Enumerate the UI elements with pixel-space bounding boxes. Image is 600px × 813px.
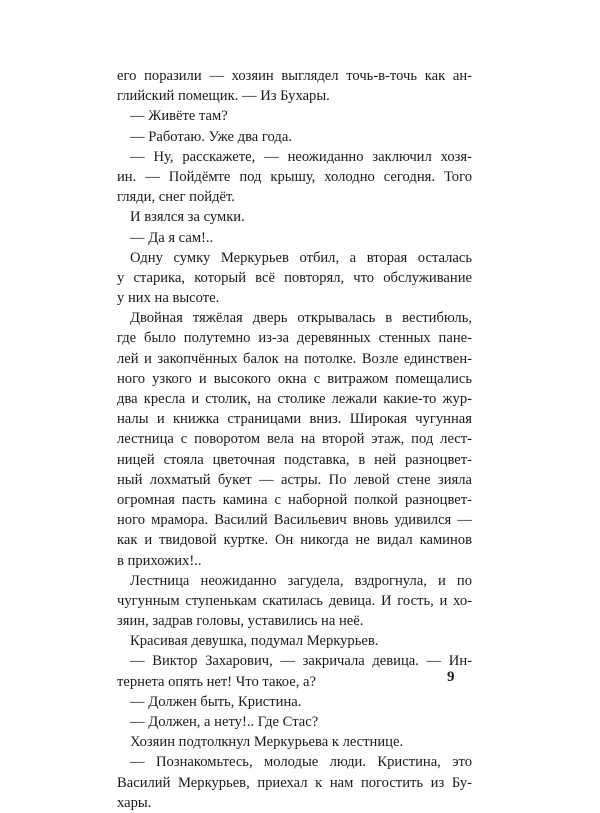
body-text (117, 66, 472, 813)
text-line: — Должен быть, Кристина. (130, 693, 302, 710)
text-line: в прихожих!.. (117, 552, 202, 569)
text-line: — Работаю. Уже два года. (130, 128, 292, 145)
text-line: — Да я сам!.. (130, 229, 214, 246)
text-line: ного узкого и высокого окна с витражом помещались (117, 370, 472, 387)
text-line: два кресла и столик, на столике лежали какие-то жур- (117, 391, 472, 407)
text-line: ный лохматый букет — астры. По левой стене зияла (117, 471, 472, 488)
text-line: гляди, снег пойдёт. (117, 189, 235, 206)
text-line: — Живёте там? (130, 108, 228, 125)
text-line: — Ну, расскажете, — неожиданно заключил хозя- (130, 148, 472, 165)
text-line: тернета опять нет! Что такое, а? (117, 673, 316, 690)
page-number: 9 (447, 669, 455, 685)
text-line: Одну сумку Меркурьев отбил, а вторая осталась (130, 249, 472, 266)
text-line: огромная пасть камина с наборной полкой разноцвет- (117, 491, 472, 508)
text-line: его поразили — хозяин выглядел точь-в-точь как ан- (117, 68, 472, 84)
text-line: Красивая девушка, подумал Меркурьев. (130, 633, 379, 650)
text-line: где было полутемно из-за деревянных стенных пане- (117, 330, 472, 347)
text-line: — Познакомьтесь, молодые люди. Кристина, это (130, 754, 472, 771)
text-line: лей и закопчённых балок на потолке. Возле единствен- (117, 350, 472, 367)
text-line: Василий Меркурьев, приехал к нам погостить из Бу- (117, 774, 472, 791)
text-line: Лестница неожиданно загудела, вздрогнула, и по (130, 572, 472, 589)
text-line: ного мрамора. Василий Васильевич вновь удивился — (117, 512, 472, 529)
text-line: зяин, задрав головы, уставились на неё. (117, 613, 364, 630)
text-line: Хозяин подтолкнул Меркурьева к лестнице. (130, 734, 404, 751)
text-line: хары. (117, 794, 152, 811)
text-line: как и твидовой куртке. Он никогда не видал каминов (117, 532, 472, 549)
text-line: — Виктор Захарович, — закричала девица. — Ин- (130, 653, 472, 670)
text-line: — Должен, а нету!.. Где Стас? (130, 714, 319, 730)
text-line: лестница с поворотом вела на второй этаж, под лест- (117, 431, 472, 448)
text-line: Двойная тяжёлая дверь открывалась в вестибюль, (130, 310, 472, 327)
text-line: ницей стояла цветочная подставка, в ней разноцвет- (117, 451, 472, 468)
text-line: глийский помещик. — Из Бухары. (117, 88, 330, 105)
text-line: у старика, который всё повторял, что обслуживание (117, 269, 472, 286)
text-line: у них на высоте. (117, 290, 220, 307)
text-line: чугунным ступенькам скатилась девица. И гость, и хо- (117, 592, 472, 609)
text-line: И взялся за сумки. (130, 209, 245, 226)
text-line: налы и книжка страницами вниз. Широкая чугунная (117, 411, 472, 428)
text-line: ин. — Пойдёмте под крышу, холодно сегодня. Того (117, 168, 472, 185)
